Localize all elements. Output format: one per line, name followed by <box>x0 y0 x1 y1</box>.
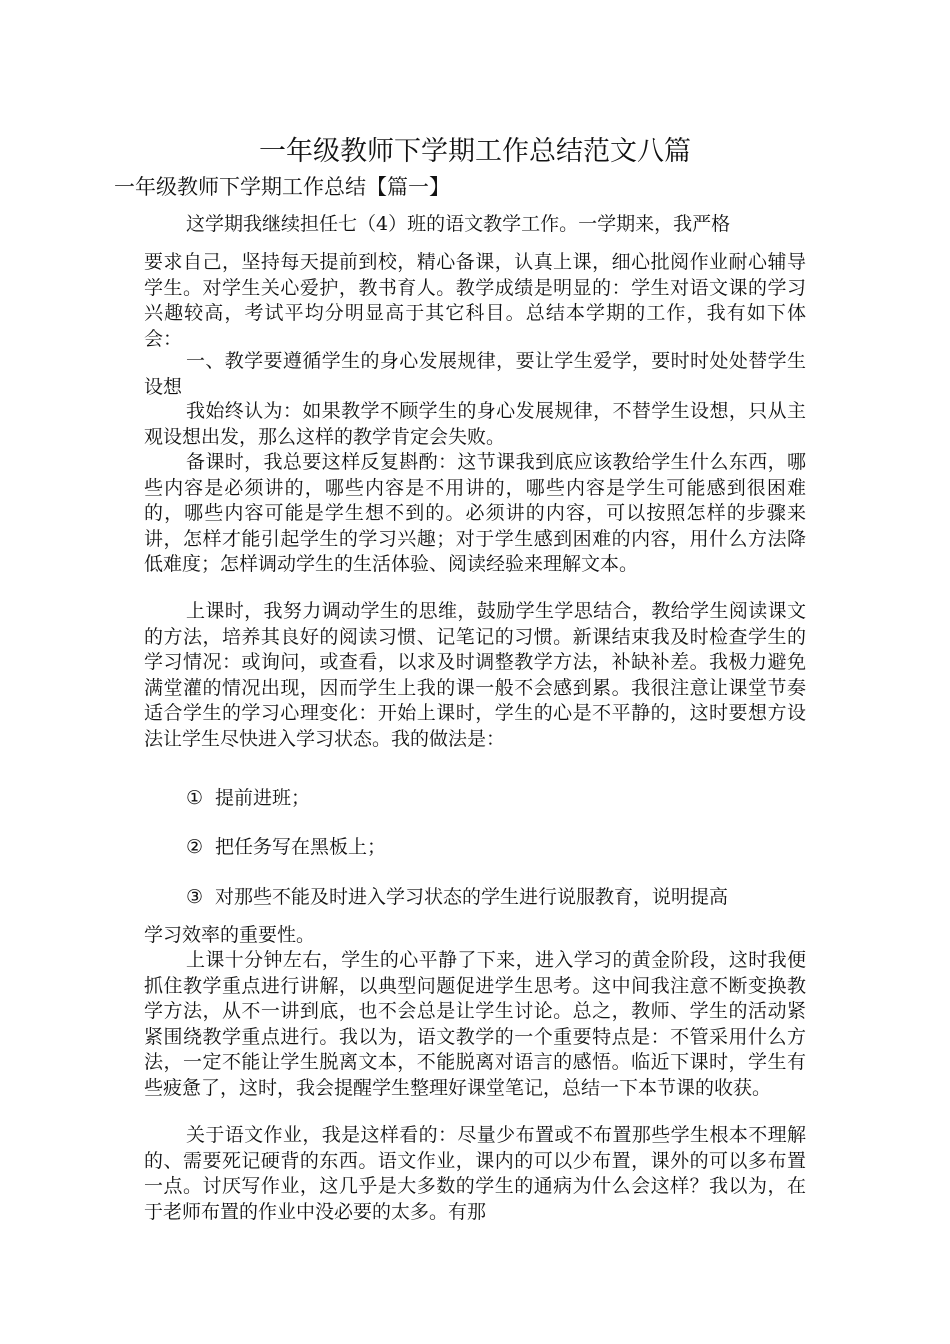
list-item-3 <box>186 884 728 910</box>
document-title: 一年级教师下学期工作总结范文八篇 <box>259 136 691 167</box>
list-item-3-continuation: 学习效率的重要性。 <box>144 924 316 946</box>
paragraph-7: 关于语文作业，我是这样看的：尽量少布置或不布置那些学生根本不理解的、需要死记硬背的东西。语文作业，课内的可以少布置，课外的可以多布置一点。讨厌写作业，这几乎是大多数的学生的通病为什么会这样？我以为，在于老师布置的作业中没必要的太多。有那 <box>144 1124 806 1223</box>
paragraph-1-body: 要求自己，坚持每天提前到校，精心备课，认真上课，细心批阅作业耐心辅导学生。对学生关心爱护，教书育人。教学成绩是明显的：学生对语文课的学习兴趣较高，考试平均分明显高于其它科目。总结本学期的工作，我有如下体会： <box>144 251 806 350</box>
list-item-1 <box>186 785 310 811</box>
paragraph-5: 上课时，我努力调动学生的思维，鼓励学生学思结合，教给学生阅读课文的方法，培养其良好的阅读习惯、记笔记的习惯。新课结束我及时检查学生的学习情况：或询问，或查看，以求及时调整教学方法，补缺补差。我极力避免满堂灌的情况出现，因而学生上我的课一般不会感到累。我很注意让课堂节奏适合学生的学习心理变化：开始上课时，学生的心是不平静的，这时要想方设法让学生尽快进入学习状态。我的做法是： <box>144 600 806 750</box>
list-marker-1: ① <box>186 787 204 809</box>
list-item-1-text: 提前进班； <box>215 787 311 809</box>
list-item-2-text: 把任务写在黑板上； <box>215 836 387 858</box>
list-item-2 <box>186 834 386 860</box>
list-item-3-text: 对那些不能及时进入学习状态的学生进行说服教育，说明提高 <box>215 886 729 908</box>
paragraph-2: 一、教学要遵循学生的身心发展规律，要让学生爱学，要时时处处替学生设想 <box>144 350 806 398</box>
paragraph-1-lead: 这学期我继续担任七（4）班的语文教学工作。一学期来，我严格 <box>186 213 731 235</box>
paragraph-3: 我始终认为：如果教学不顾学生的身心发展规律，不替学生设想，只从主观设想出发，那么这样的教学肯定会失败。 <box>144 400 806 448</box>
list-marker-3: ③ <box>186 886 204 908</box>
paragraph-6: 上课十分钟左右，学生的心平静了下来，进入学习的黄金阶段，这时我便抓住教学重点进行讲解，以典型问题促进学生思考。这中间我注意不断变换教学方法，从不一讲到底，也不会总是让学生讨论。总之，教师、学生的活动紧紧围绕教学重点进行。我以为，语文教学的一个重要特点是：不管采用什么方法，一定不能让学生脱离文本，不能脱离对语言的感悟。临近下课时，学生有些疲惫了，这时，我会提醒学生整理好课堂笔记，总结一下本节课的收获。 <box>144 949 806 1099</box>
paragraph-4: 备课时，我总要这样反复斟酌：这节课我到底应该教给学生什么东西，哪些内容是必须讲的，哪些内容是不用讲的，哪些内容是学生可能感到很困难的，哪些内容可能是学生想不到的。必须讲的内容，可以按照怎样的步骤来讲，怎样才能引起学生的学习兴趣；对于学生感到困难的内容，用什么方法降低难度；怎样调动学生的生活体验、阅读经验来理解文本。 <box>144 451 806 576</box>
section-heading: 一年级教师下学期工作总结【篇一】 <box>114 175 450 199</box>
list-marker-2: ② <box>186 836 204 858</box>
